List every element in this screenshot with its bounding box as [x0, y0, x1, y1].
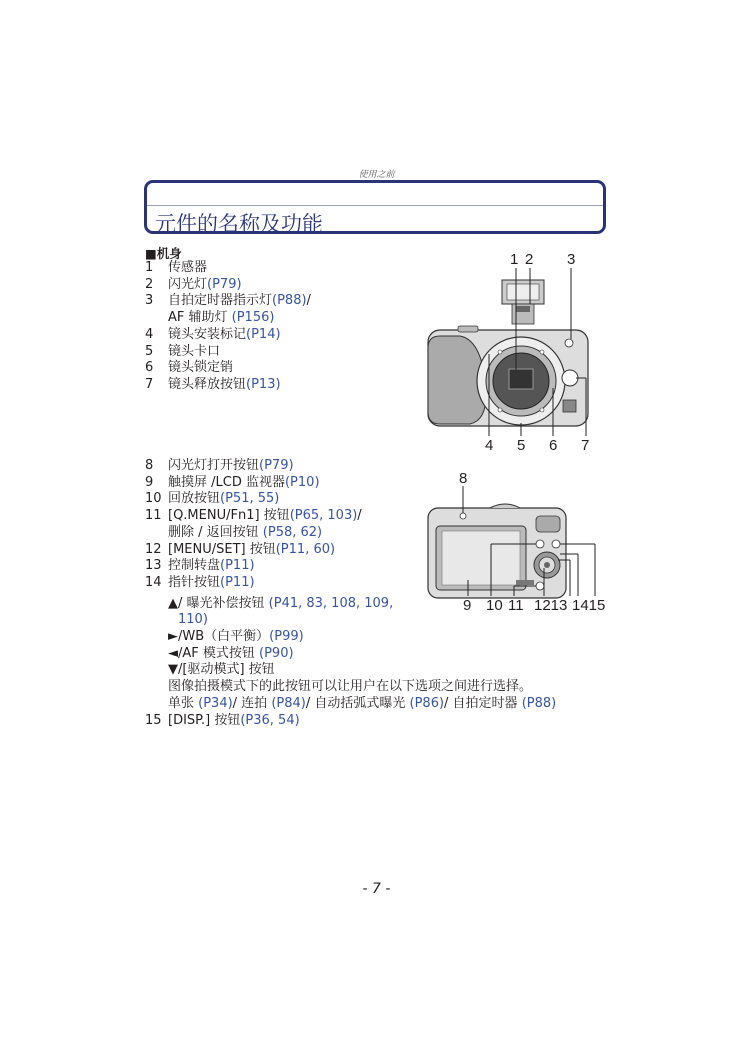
page-title: 元件的名称及功能	[155, 212, 323, 236]
list-item: 1 传感器	[145, 260, 208, 275]
list-item: 9 触摸屏 /LCD 监视器 (P10)	[145, 474, 320, 490]
list-item-continued: 删除 / 返回按钮 (P58, 62)	[168, 524, 323, 540]
page-ref[interactable]: (P79)	[207, 276, 242, 292]
callout-label: 10	[486, 597, 503, 614]
page-ref[interactable]: (P58, 62)	[262, 524, 323, 540]
list-item-continued: AF 辅助灯 (P156)	[168, 310, 275, 326]
arrow-right-item: ►/WB（白平衡）(P99)	[168, 629, 304, 645]
list-item: 15 [DISP.] 按钮 (P36, 54)	[145, 712, 300, 728]
list-item: 6 镜头锁定销	[145, 360, 234, 376]
callout-label: 6	[549, 437, 558, 453]
arrow-down-item: ▼/[驱动模式] 按钮	[168, 662, 275, 678]
callout-label: 4	[485, 437, 494, 453]
list-item: 10 回放按钮 (P51, 55)	[145, 491, 280, 507]
list-item: 8 闪光灯打开按钮 (P79)	[145, 458, 294, 473]
page-ref[interactable]: (P88)	[521, 695, 557, 711]
page-ref[interactable]: (P11, 60)	[275, 541, 336, 557]
camera-back-illustration	[420, 468, 612, 618]
list-item: 4 镜头安装标记 (P14)	[145, 326, 281, 342]
page-number: - 7 -	[362, 881, 391, 897]
callout-label: 2	[525, 251, 534, 268]
arrow-left-item: ◄/AF 模式按钮 (P90)	[168, 645, 294, 661]
callout-label: 11	[508, 597, 524, 614]
callout-label: 1415	[572, 597, 606, 614]
callout-label: 5	[517, 437, 526, 453]
page-ref[interactable]: (P14)	[246, 326, 281, 342]
page-ref[interactable]: (P84)	[271, 695, 306, 711]
page-ref[interactable]: (P79)	[259, 458, 294, 473]
page-ref[interactable]: (P65, 103)	[289, 508, 358, 524]
title-box	[144, 180, 606, 234]
list-item: 5 镜头卡口	[145, 343, 221, 359]
page-ref[interactable]: (P156)	[231, 310, 275, 326]
page-ref[interactable]: 110)	[178, 612, 208, 628]
page-ref[interactable]: (P11)	[220, 574, 255, 590]
callout-label: 8	[459, 470, 468, 487]
list-item: 2 闪光灯 (P79)	[145, 276, 242, 292]
page-ref[interactable]: (P99)	[269, 629, 304, 645]
callout-label: 1	[510, 251, 519, 268]
page-ref[interactable]: (P51, 55)	[220, 491, 280, 507]
section-heading: ■机身	[145, 246, 182, 261]
list-item: 7 镜头释放按钮 (P13)	[145, 376, 281, 392]
page-ref[interactable]: (P86)	[409, 695, 445, 711]
callout-label: 1213	[534, 597, 568, 614]
list-item: 13 控制转盘 (P11)	[145, 558, 255, 574]
callout-label: 9	[463, 597, 472, 614]
page-header: 使用之前	[358, 170, 395, 180]
drive-mode-options: 单张 (P34)/ 连拍 (P84)/ 自动括弧式曝光 (P86)/ 自拍定时器 (P88)	[168, 695, 557, 711]
callout-label: 7	[581, 437, 590, 453]
list-item: 12 [MENU/SET] 按钮 (P11, 60)	[145, 541, 336, 557]
drive-mode-description: 图像拍摄模式下的此按钮可以让用户在以下选项之间进行选择。	[168, 679, 533, 695]
title-divider	[147, 205, 603, 206]
page-ref[interactable]: (P34)	[198, 695, 233, 711]
page-ref[interactable]: (P88)	[272, 293, 307, 309]
page-ref[interactable]: (P10)	[284, 474, 320, 490]
list-item: 3 自拍定时器指示灯 (P88) /	[145, 293, 311, 309]
page-ref[interactable]: (P36, 54)	[240, 712, 300, 728]
camera-front-illustration	[420, 248, 600, 453]
callout-label: 3	[567, 251, 576, 268]
page-ref[interactable]: (P41, 83, 108, 109,	[268, 595, 394, 611]
page-ref[interactable]: (P90)	[259, 645, 294, 661]
arrow-up-item: ▲/ 曝光补偿按钮 (P41, 83, 108, 109,	[168, 595, 394, 611]
page-ref[interactable]: (P13)	[246, 376, 281, 392]
list-item: 11 [Q.MENU/Fn1] 按钮 (P65, 103) /	[145, 508, 362, 524]
page-ref[interactable]: (P11)	[220, 558, 255, 574]
parts-list-front	[145, 260, 311, 394]
list-item: 14 指针按钮 (P11)	[145, 574, 255, 590]
